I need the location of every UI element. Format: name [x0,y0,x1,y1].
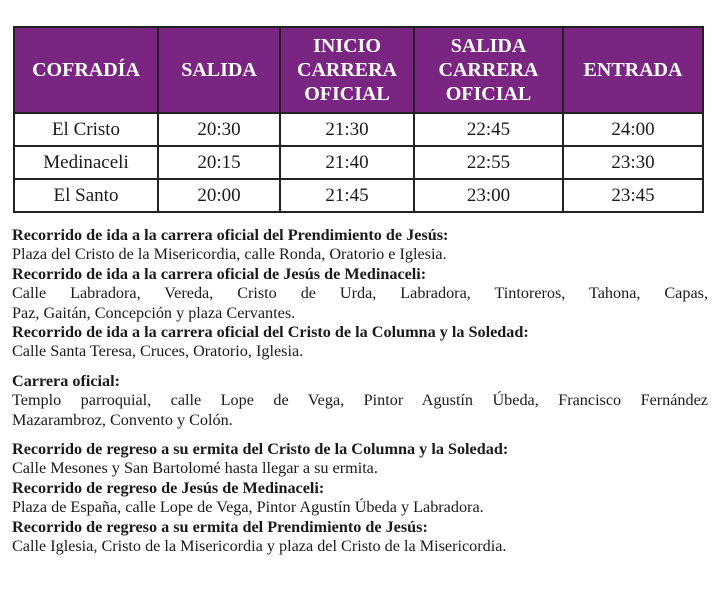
cell-cofradia: El Santo [14,179,158,212]
route-text: Plaza del Cristo de la Misericordia, calle Ronda, Oratorio e Iglesia. [12,245,447,264]
route-notes [12,226,708,557]
cell-salida-carrera: 23:00 [414,179,563,212]
table-row [14,146,703,179]
cell-salida: 20:00 [158,179,280,212]
header-entrada [563,27,703,113]
cell-cofradia: El Cristo [14,113,158,146]
cell-entrada: 24:00 [563,113,703,146]
header-line: INICIO [313,35,381,57]
route-heading-ida-prendimiento: Recorrido de ida a la carrera oficial del Prendimiento de Jesús: [12,226,449,244]
route-text: Calle Santa Teresa, Cruces, Oratorio, Iglesia. [12,342,304,361]
header-salida-carrera-oficial [414,27,563,113]
cell-entrada: 23:45 [563,179,703,212]
cell-entrada: 23:30 [563,146,703,179]
cell-inicio: 21:30 [280,113,414,146]
cell-salida: 20:30 [158,113,280,146]
header-line: OFICIAL [304,83,390,105]
route-heading-ida-columna-soledad: Recorrido de ida a la carrera oficial del Cristo de la Columna y la Soledad: [12,323,529,342]
header-line: CARRERA [297,59,397,81]
route-heading-carrera-oficial: Carrera oficial: [12,371,121,390]
cell-inicio: 21:45 [280,179,414,212]
cell-cofradia: Medinaceli [14,146,158,179]
header-line: SALIDA [450,35,527,57]
cell-inicio: 21:40 [280,146,414,179]
cell-salida-carrera: 22:55 [414,146,563,179]
cell-salida: 20:15 [158,146,280,179]
header-line: OFICIAL [445,83,532,105]
table-row [14,179,703,212]
route-heading-regreso-columna-soledad: Recorrido de regreso a su ermita del Cristo de la Columna y la Soledad: [12,440,509,459]
route-text: Mazarambroz, Convento y Colón. [12,410,233,429]
cell-salida-carrera: 22:45 [414,113,563,146]
route-text: Calle Mesones y San Bartolomé hasta llegar a su ermita. [12,459,378,478]
route-heading-regreso-prendimiento: Recorrido de regreso a su ermita del Prendimiento de Jesús: [12,517,428,536]
route-text: Templo parroquial, calle Lope de Vega, Pintor Agustín Úbeda, Francisco Fernández [12,391,708,410]
header-line: CARRERA [438,59,539,81]
route-text: Calle Labradora, Vereda, Cristo de Urda, Labradora, Tintoreros, Tahona, Capas, [12,284,708,303]
route-text: Calle Iglesia, Cristo de la Misericordia y plaza del Cristo de la Misericordia. [12,537,507,556]
route-text: Plaza de España, calle Lope de Vega, Pintor Agustín Úbeda y Labradora. [12,498,484,517]
header-line: SALIDA [181,59,257,81]
route-heading-ida-medinaceli: Recorrido de ida a la carrera oficial de Jesús de Medinaceli: [12,264,427,283]
schedule-table [13,26,704,213]
header-cofradia [14,27,158,113]
table-row [14,113,703,146]
route-text: Paz, Gaitán, Concepción y plaza Cervantes. [12,303,296,322]
header-inicio-carrera-oficial [280,27,414,113]
header-line: ENTRADA [583,59,683,81]
header-salida [158,27,280,113]
header-line: COFRADÍA [32,59,140,81]
table-header-row [14,27,703,113]
route-heading-regreso-medinaceli: Recorrido de regreso de Jesús de Medinaceli: [12,478,325,497]
